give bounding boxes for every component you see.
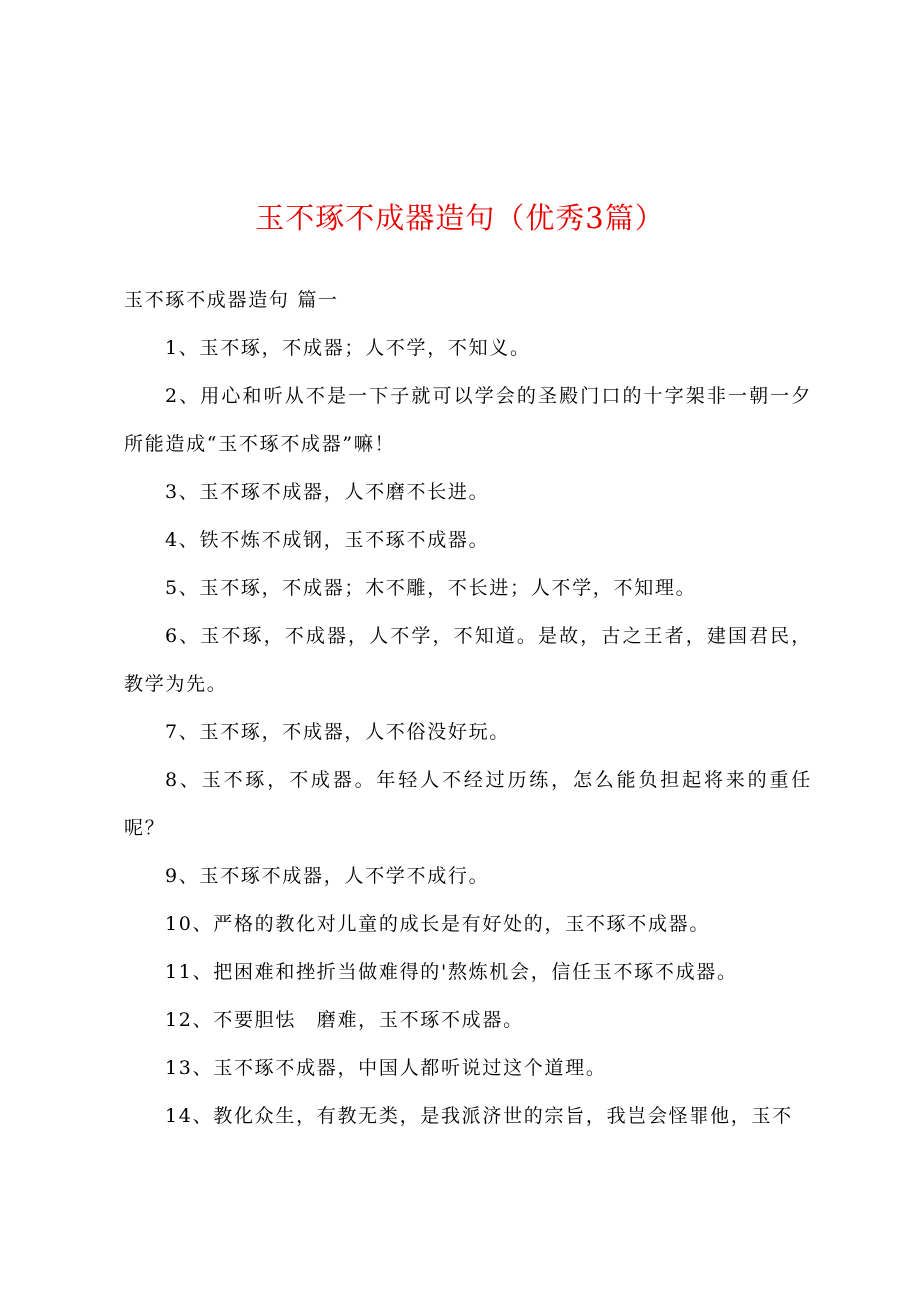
sentence-14: 14、教化众生，有教无类，是我派济世的宗旨，我岂会怪罪他，玉不 xyxy=(165,1105,793,1127)
sentence-1: 1、玉不琢，不成器；人不学，不知义。 xyxy=(165,337,531,359)
sentence-4: 4、铁不炼不成钢，玉不琢不成器。 xyxy=(165,529,490,551)
document-title: 玉不琢不成器造句（优秀3篇） xyxy=(255,201,665,235)
sentence-11: 11、把困难和挫折当做难得的'熬炼机会，信任玉不琢不成器。 xyxy=(165,961,738,983)
sentence-7: 7、玉不琢，不成器，人不俗没好玩。 xyxy=(165,721,510,743)
section-heading: 玉不琢不成器造句 篇一 xyxy=(124,289,339,311)
sentence-9: 9、玉不琢不成器，人不学不成行。 xyxy=(165,865,490,887)
sentence-8: 8、玉不琢，不成器。年轻人不经过历练，怎么能负担起将来的重任呢？ xyxy=(124,769,812,839)
sentence-6: 6、玉不琢，不成器，人不学，不知道。是故，古之王者，建国君民，教学为先。 xyxy=(124,625,812,695)
document-body xyxy=(124,276,812,1140)
sentence-12: 12、不要胆怯 磨难，玉不琢不成器。 xyxy=(165,1009,524,1031)
sentence-10: 10、严格的教化对儿童的成长是有好处的，玉不琢不成器。 xyxy=(165,913,711,935)
sentence-13: 13、玉不琢不成器，中国人都听说过这个道理。 xyxy=(165,1057,607,1079)
sentence-2: 2、用心和听从不是一下子就可以学会的圣殿门口的十字架非一朝一夕所能造成“玉不琢不成器”嘛！ xyxy=(124,385,812,455)
sentence-3: 3、玉不琢不成器，人不磨不长进。 xyxy=(165,481,490,503)
sentence-5: 5、玉不琢，不成器；木不雕，不长进；人不学，不知理。 xyxy=(165,577,697,599)
